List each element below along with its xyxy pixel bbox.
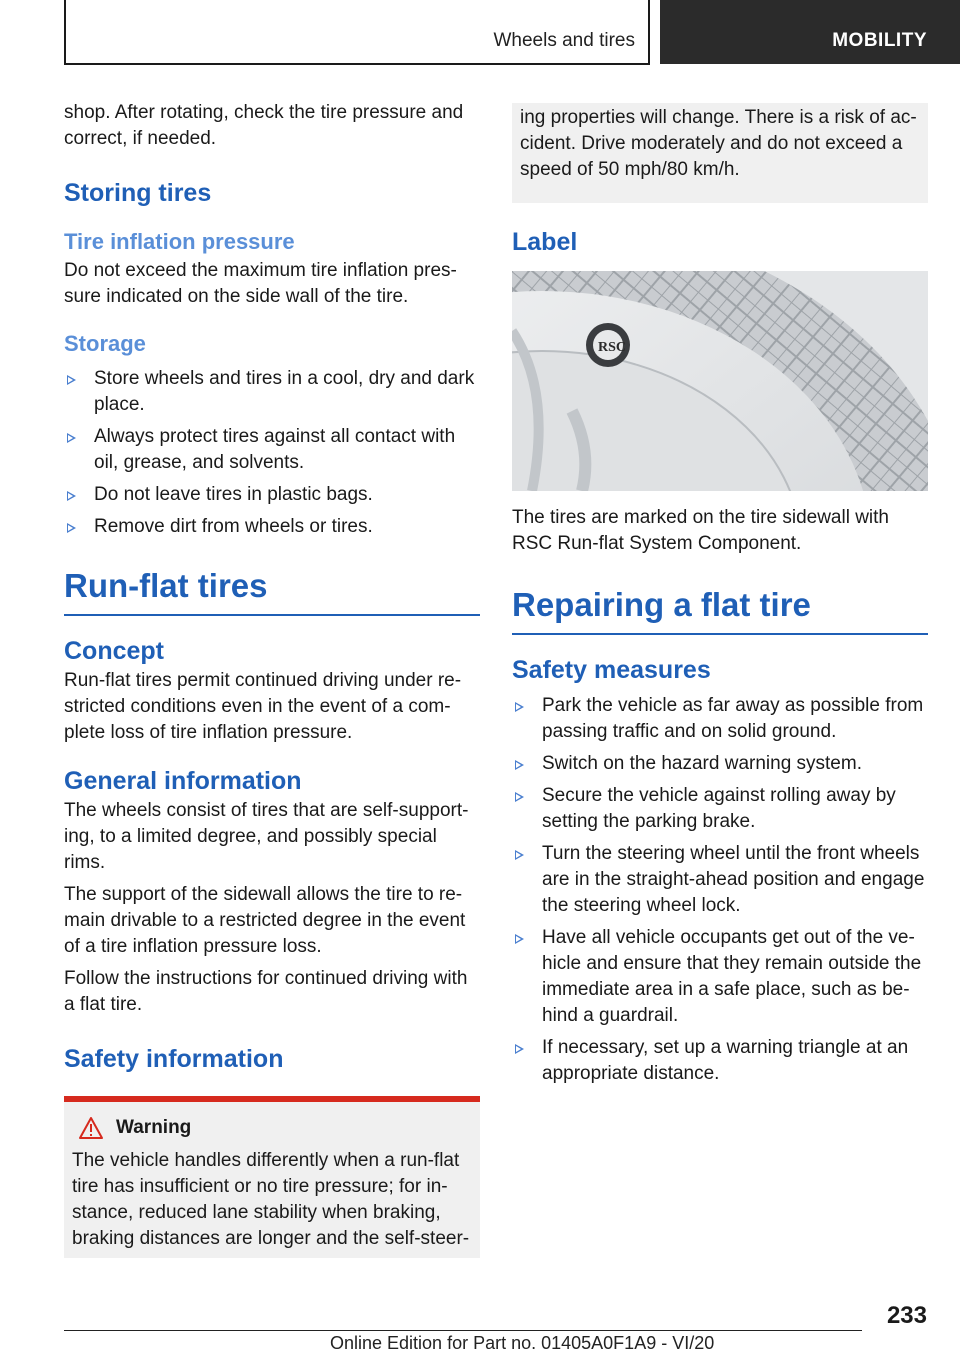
warning-box-continued xyxy=(512,103,928,203)
bullet-triangle-icon xyxy=(515,760,524,770)
tire-inflation-heading: Tire inflation pressure xyxy=(64,229,295,254)
header-chapter-label: MOBILITY xyxy=(832,30,927,51)
warning-triangle-icon xyxy=(78,1116,104,1140)
tire-inflation-text: Do not exceed the maximum tire inflation pres-sure indicated on the side wall of the tire. xyxy=(64,260,457,307)
label-heading: Label xyxy=(512,228,578,256)
concept-text: Run-flat tires permit continued driving under re-stricted conditions even in the event of a com-plete loss of tire inflation pressure. xyxy=(64,670,462,743)
storage-list xyxy=(64,366,480,540)
bullet-triangle-icon xyxy=(515,1044,524,1054)
concept-heading: Concept xyxy=(64,637,164,665)
warning-box xyxy=(64,1096,480,1258)
bullet-triangle-icon xyxy=(67,523,76,533)
footer-edition-text: Online Edition for Part no. 01405A0F1A9 - VI/20 xyxy=(330,1333,715,1353)
warning-label: Warning xyxy=(116,1117,192,1138)
safety-measures-heading: Safety measures xyxy=(512,656,711,684)
bullet-triangle-icon xyxy=(515,792,524,802)
general-paragraph-2: The support of the sidewall allows the tire to re-main drivable to a restricted degree in the event of a tire inflation pressure loss. xyxy=(64,884,466,957)
list-item: Secure the vehicle against rolling away by setting the parking brake. xyxy=(512,783,928,835)
repairing-flat-tire-heading: Repairing a flat tire xyxy=(512,585,928,635)
right-column xyxy=(512,103,928,1093)
warning-text: The vehicle handles differently when a run-flat tire has insufficient or no tire pressure; for in-stance, reduced lane stability when braking, braking distances are longer and the self-steer- xyxy=(72,1150,470,1249)
safety-information-heading: Safety information xyxy=(64,1045,284,1073)
header-section-title: Wheels and tires xyxy=(493,30,635,51)
footer-rule xyxy=(64,1330,862,1331)
rsc-mark: RSC xyxy=(598,340,627,355)
safety-measures-list xyxy=(512,693,928,1087)
list-item: Have all vehicle occupants get out of the ve-hicle and ensure that they remain outside the immediate area in a safe place, such as be-hind a guardrail. xyxy=(512,925,928,1029)
storing-tires-heading: Storing tires xyxy=(64,179,212,207)
general-paragraph-1: The wheels consist of tires that are self-support-ing, to a limited degree, and possibly special rims. xyxy=(64,800,469,873)
header-divider-left xyxy=(64,0,66,64)
header-underline xyxy=(64,63,650,65)
storage-heading: Storage xyxy=(64,331,146,356)
bullet-triangle-icon xyxy=(67,375,76,385)
run-flat-tires-heading: Run-flat tires xyxy=(64,566,480,616)
list-item: If necessary, set up a warning triangle at an appropriate distance. xyxy=(512,1035,928,1087)
list-item: Always protect tires against all contact with oil, grease, and solvents. xyxy=(64,424,480,476)
bullet-triangle-icon xyxy=(515,702,524,712)
bullet-triangle-icon xyxy=(67,491,76,501)
list-item: Switch on the hazard warning system. xyxy=(512,751,928,777)
header-divider-mid xyxy=(648,0,650,64)
list-item: Park the vehicle as far away as possible from passing traffic and on solid ground. xyxy=(512,693,928,745)
list-item: Do not leave tires in plastic bags. xyxy=(64,482,480,508)
left-column xyxy=(64,100,480,1258)
list-item: Turn the steering wheel until the front wheels are in the straight-ahead position and engage the steering wheel lock. xyxy=(512,841,928,919)
bullet-triangle-icon xyxy=(67,433,76,443)
bullet-triangle-icon xyxy=(515,850,524,860)
intro-paragraph: shop. After rotating, check the tire pressure and correct, if needed. xyxy=(64,102,464,149)
general-information-heading: General information xyxy=(64,767,302,795)
list-item: Remove dirt from wheels or tires. xyxy=(64,514,480,540)
header-chapter-tab xyxy=(660,0,960,64)
warning-header xyxy=(72,1116,472,1140)
general-paragraph-3: Follow the instructions for continued driving with a flat tire. xyxy=(64,968,468,1015)
label-text: The tires are marked on the tire sidewall with RSC Run-flat System Component. xyxy=(512,507,889,554)
warning-text-continued: ing properties will change. There is a risk of ac-cident. Drive moderately and do not exceed a speed of 50 mph/80 km/h. xyxy=(520,107,917,180)
bullet-triangle-icon xyxy=(515,934,524,944)
tire-sidewall-image xyxy=(512,271,928,491)
page-number: 233 xyxy=(886,1302,927,1329)
list-item: Store wheels and tires in a cool, dry and dark place. xyxy=(64,366,480,418)
